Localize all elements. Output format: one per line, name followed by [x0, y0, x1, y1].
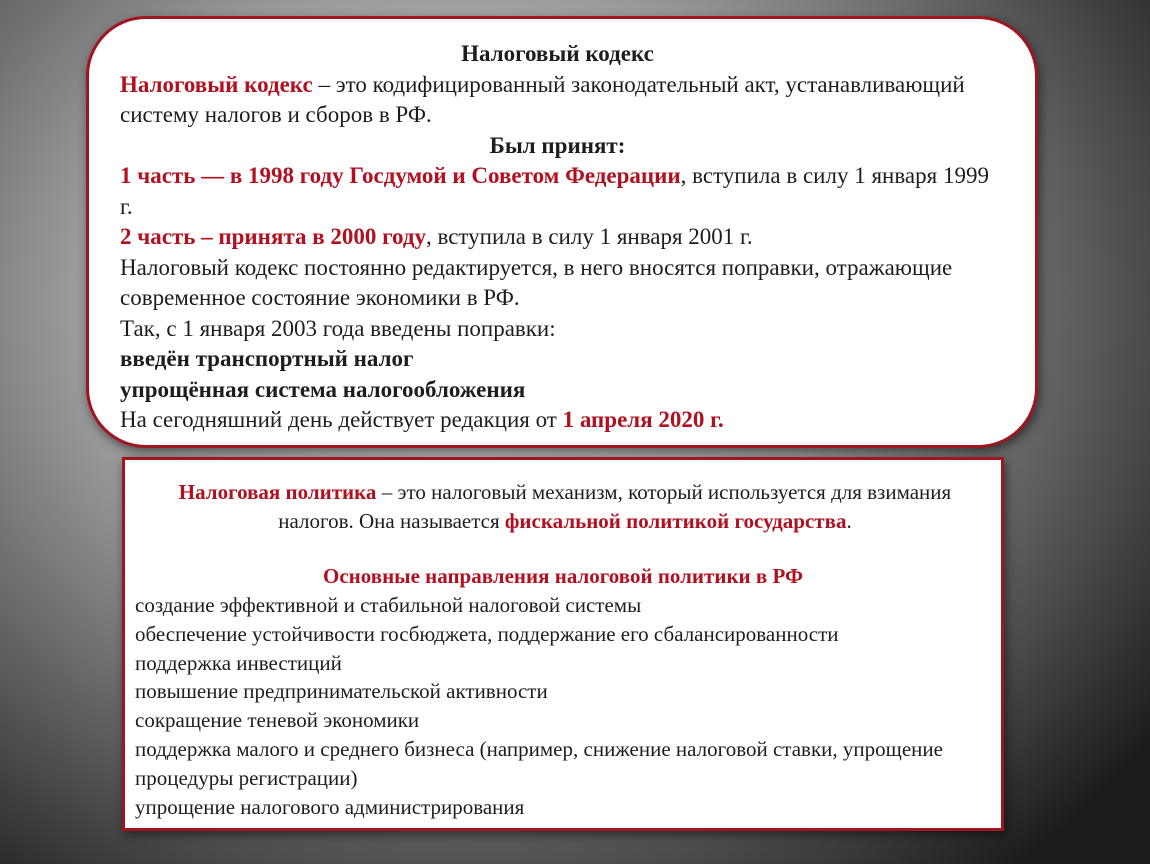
- current-edition-date: 1 апреля 2020 г.: [562, 407, 724, 432]
- part-2-text: , вступила в силу 1 января 2001 г.: [425, 224, 753, 249]
- tax-policy-definition: [165, 478, 965, 536]
- fiscal-policy-term: фискальной политикой государства: [504, 509, 847, 533]
- list-item: повышение предпринимательской активности: [135, 679, 548, 704]
- amendments-intro: Так, с 1 января 2003 года введены поправки:: [120, 315, 556, 341]
- part-2-label: 2 часть – принята в 2000 году: [120, 224, 426, 249]
- list-item: создание эффективной и стабильной налоговой системы: [135, 593, 642, 617]
- tax-policy-term: Налоговая политика: [178, 480, 377, 504]
- tax-code-title: Налоговый кодекс: [461, 41, 654, 66]
- part-1-text: , вступила в силу 1 января 1999 г.: [120, 163, 989, 219]
- definition-period: .: [846, 509, 852, 533]
- amendment-simplified-tax: упрощённая система налогообложения: [120, 376, 526, 402]
- list-item: упрощение налогового администрирования: [135, 794, 525, 819]
- amendment-transport-tax: введён транспортный налог: [120, 346, 414, 371]
- tax-code-term: Налоговый кодекс: [120, 71, 313, 97]
- directions-list: [135, 591, 981, 821]
- list-item: сокращение теневой экономики: [135, 708, 420, 733]
- tax-code-content: [120, 39, 995, 436]
- tax-code-card: [86, 16, 1038, 448]
- current-edition-line: [120, 405, 995, 436]
- adopted-heading: Был принят:: [489, 132, 626, 158]
- part-1-label: 1 часть — в 1998 году Госдумой и Советом Федерации: [120, 163, 681, 188]
- tax-code-definition: [120, 70, 995, 131]
- editing-note: Налоговый кодекс постоянно редактируется, в него вносятся поправки, отражающие современное состояние экономики в РФ.: [120, 254, 953, 310]
- part-1-line: [120, 161, 995, 222]
- part-2-line: [120, 222, 995, 253]
- current-edition-text: На сегодняшний день действует редакция от: [120, 407, 563, 432]
- tax-policy-definition-text: – это налоговый механизм, который используется для взимания налогов. Она называется: [278, 480, 952, 533]
- list-item: поддержка малого и среднего бизнеса (например, снижение налоговой ставки, упрощение процедуры регистрации): [135, 736, 943, 790]
- tax-policy-card: [122, 457, 1004, 831]
- list-item: обеспечение устойчивости госбюджета, поддержание его сбалансированности: [135, 621, 839, 646]
- tax-code-definition-text: – это кодифицированный законодательный акт, устанавливающий систему налогов и сборов в РФ.: [120, 71, 965, 127]
- list-item: поддержка инвестиций: [135, 650, 342, 675]
- directions-heading: Основные направления налоговой политики в РФ: [323, 564, 803, 588]
